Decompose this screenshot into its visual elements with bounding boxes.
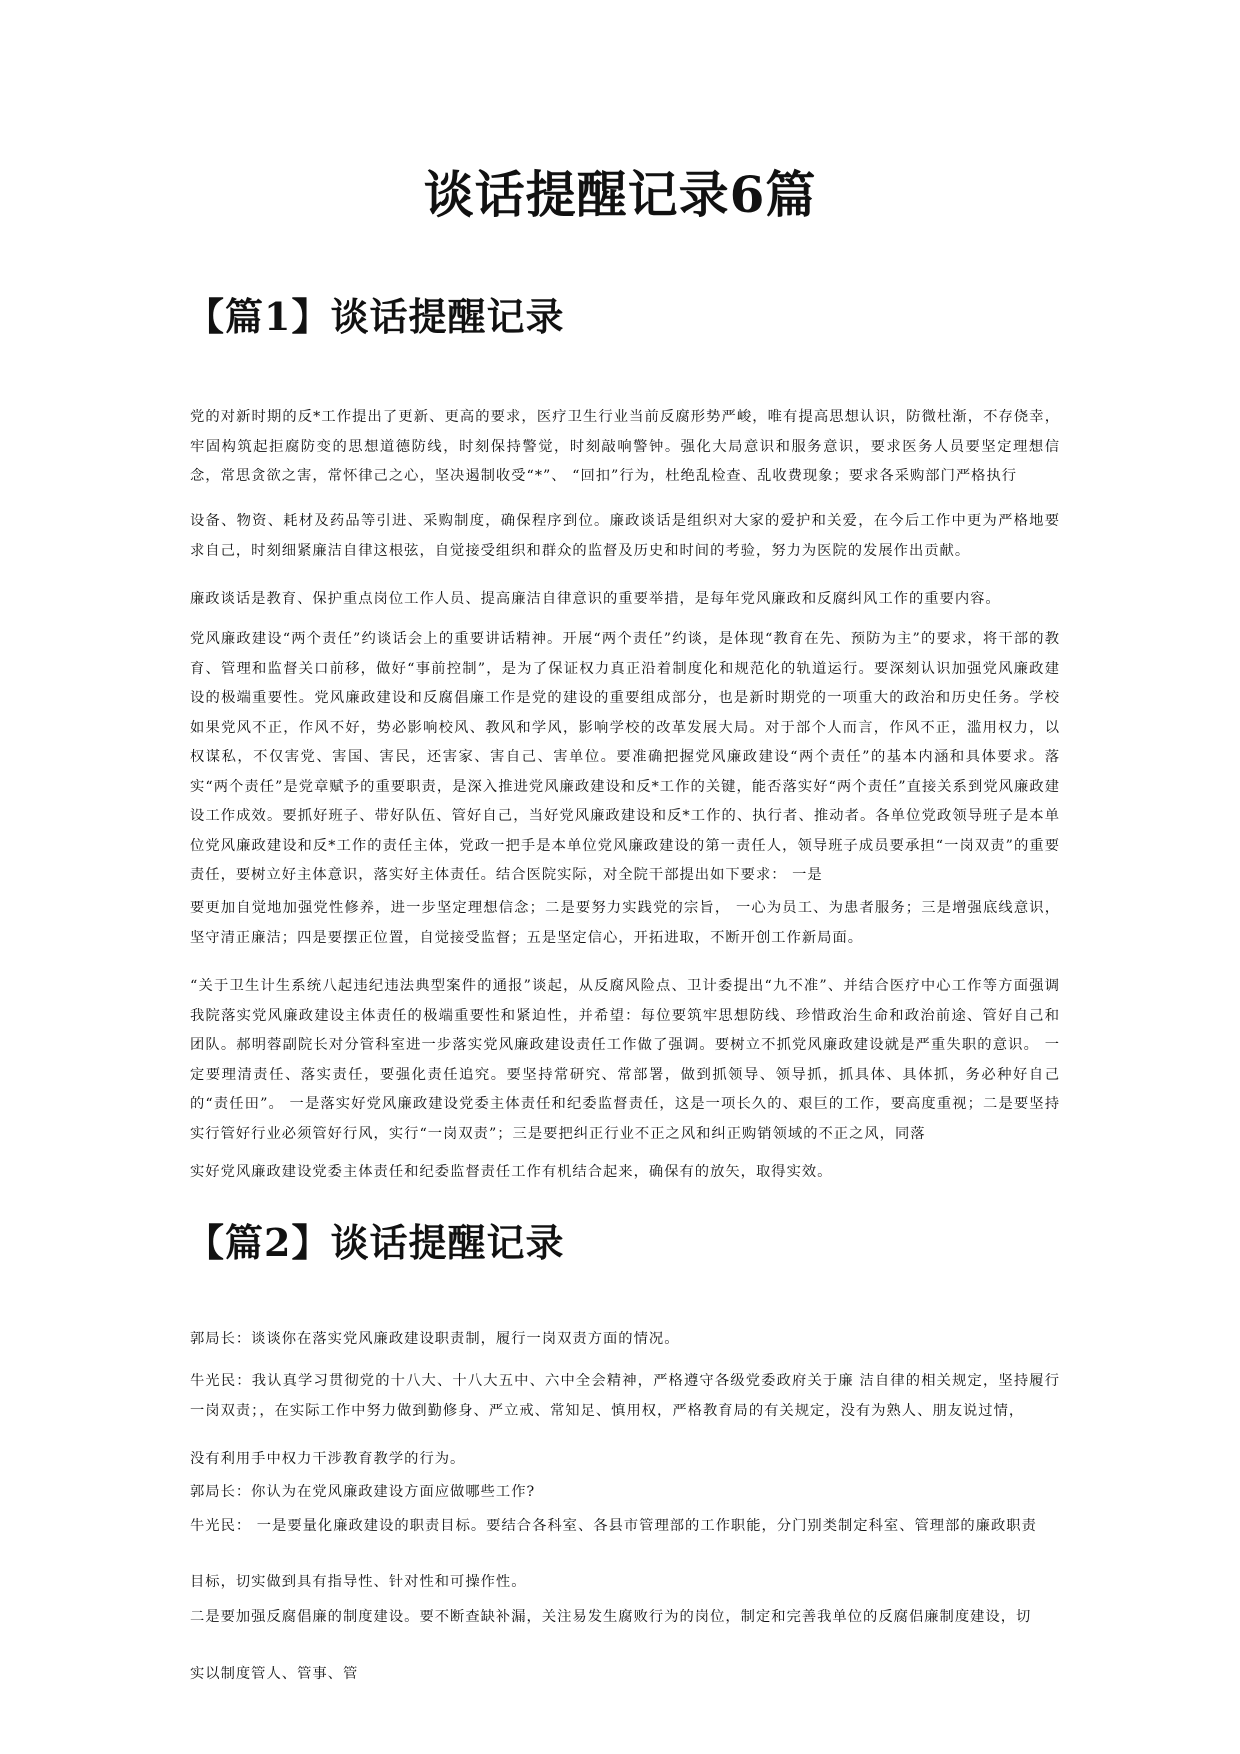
paragraph: 党风廉政建设“两个责任”约谈话会上的重要讲话精神。开展“两个责任”约谈，是体现“教育在先、预防为主”的要求，将干部的教育、管理和监督关口前移，做好“事前控制”，是为了保证权力真正沿着制度化和规范化的轨道运行。要深刻认识加强党风廉政建设的极端重要性。党风廉政建设和反腐倡廉工作是党的建设的重要组成部分，也是新时期党的一项重大的政治和历史任务。学校如果党风不正，作风不好，势必影响校风、教风和学风，影响学校的改革发展大局。对于部个人而言，作风不正，滥用权力，以权谋私，不仅害党、害国、害民，还害家、害自己、害单位。要准确把握党风廉政建设“两个责任”的基本内涵和具体要求。落实“两个责任”是党章赋予的重要职责，是深入推进党风廉政建设和反*工作的关键，能否落实好“两个责任”直接关系到党风廉政建设工作成效。要抓好班子、带好队伍、管好自己，当好党风廉政建设和反*工作的、执行者、推动者。各单位党政领导班子是本单位党风廉政建设和反*工作的责任主体，党政一把手是本单位党风廉政建设的第一责任人，领导班子成员要承担“一岗双责”的重要责任，要树立好主体意识，落实好主体责任。结合医院实际，对全院干部提出如下要求： 一是 xyxy=(190,631,1060,883)
paragraph: 要更加自觉地加强党性修养，进一步坚定理想信念；二是要努力实践党的宗旨， 一心为员工、为患者服务；三是增强底线意识，坚守清正廉洁；四是要摆正位置，自觉接受监督；五是坚定信心，开拓进取，不断开创工作新局面。 xyxy=(190,900,1060,946)
paragraph: 实以制度管人、管事、管 xyxy=(190,1666,359,1682)
paragraph: 没有利用手中权力干涉教育教学的行为。 xyxy=(190,1451,466,1467)
paragraph: 郭局长：你认为在党风廉政建设方面应做哪些工作? xyxy=(190,1484,536,1500)
paragraph: “关于卫生计生系统八起违纪违法典型案件的通报”谈起，从反腐风险点、卫计委提出“九不准”、并结合医疗中心工作等方面强调我院落实党风廉政建设主体责任的极端重要性和紧迫性，并希望：每位要筑牢思想防线、珍惜政治生命和政治前途、管好自己和团队。郝明蓉副院长对分管科室进一步落实党风廉政建设责任工作做了强调。要树立不抓党风廉政建设就是严重失职的意识。 一定要理清责任、落实责任，要强化责任追究。要坚持常研究、常部署，做到抓领导、领导抓，抓具体、具体抓，务必种好自己的“责任田”。 一是落实好党风廉政建设党委主体责任和纪委监督责任，这是一项长久的、艰巨的工作，要高度重视；二是要坚持实行管好行业必须管好行风，实行“一岗双责”；三是要把纠正行业不正之风和纠正购销领域的不正之风，同落 xyxy=(190,978,1060,1142)
paragraph: 党的对新时期的反*工作提出了更新、更高的要求，医疗卫生行业当前反腐形势严峻，唯有提高思想认识，防微杜渐，不存侥幸，牢固构筑起拒腐防变的思想道德防线，时刻保持警觉，时刻敲响警钟。强化大局意识和服务意识，要求医务人员要坚定理想信念，常思贪欲之害，常怀律己之心，坚决遏制收受“*”、 “回扣”行为，杜绝乱检查、乱收费现象；要求各采购部门严格执行 xyxy=(190,409,1060,484)
paragraph: 实好党风廉政建设党委主体责任和纪委监督责任工作有机结合起来，确保有的放矢，取得实效。 xyxy=(190,1164,833,1180)
section-heading-2: 【篇2】谈话提醒记录 xyxy=(186,1220,565,1265)
paragraph: 牛光民： 一是要量化廉政建设的职责目标。要结合各科室、各县市管理部的工作职能，分门别类制定科室、管理部的廉政职责 xyxy=(190,1518,1037,1534)
paragraph: 牛光民：我认真学习贯彻党的十八大、十八大五中、六中全会精神，严格遵守各级党委政府关于廉 洁自律的相关规定，坚持履行一岗双责；，在实际工作中努力做到勤修身、严立戒、常知足、慎用权，严格教育局的有关规定，没有为熟人、朋友说过情， xyxy=(190,1373,1060,1419)
paragraph: 设备、物资、耗材及药品等引进、采购制度，确保程序到位。廉政谈话是组织对大家的爱护和关爱，在今后工作中更为严格地要求自己，时刻细紧廉洁自律这根弦，自觉接受组织和群众的监督及历史和时间的考验，努力为医院的发展作出贡献。 xyxy=(190,513,1060,559)
paragraph: 廉政谈话是教育、保护重点岗位工作人员、提高廉洁自律意识的重要举措，是每年党风廉政和反腐纠风工作的重要内容。 xyxy=(190,591,1001,607)
section-heading-1: 【篇1】谈话提醒记录 xyxy=(186,294,565,339)
paragraph: 郭局长：谈谈你在落实党风廉政建设职责制，履行一岗双责方面的情况。 xyxy=(190,1331,680,1347)
paragraph: 目标，切实做到具有指导性、针对性和可操作性。 xyxy=(190,1574,527,1590)
paragraph: 二是要加强反腐倡廉的制度建设。要不断查缺补漏，关注易发生腐败行为的岗位，制定和完善我单位的反腐侣廉制度建设，切 xyxy=(190,1609,1032,1625)
document-title: 谈话提醒记录6篇 xyxy=(423,165,817,224)
